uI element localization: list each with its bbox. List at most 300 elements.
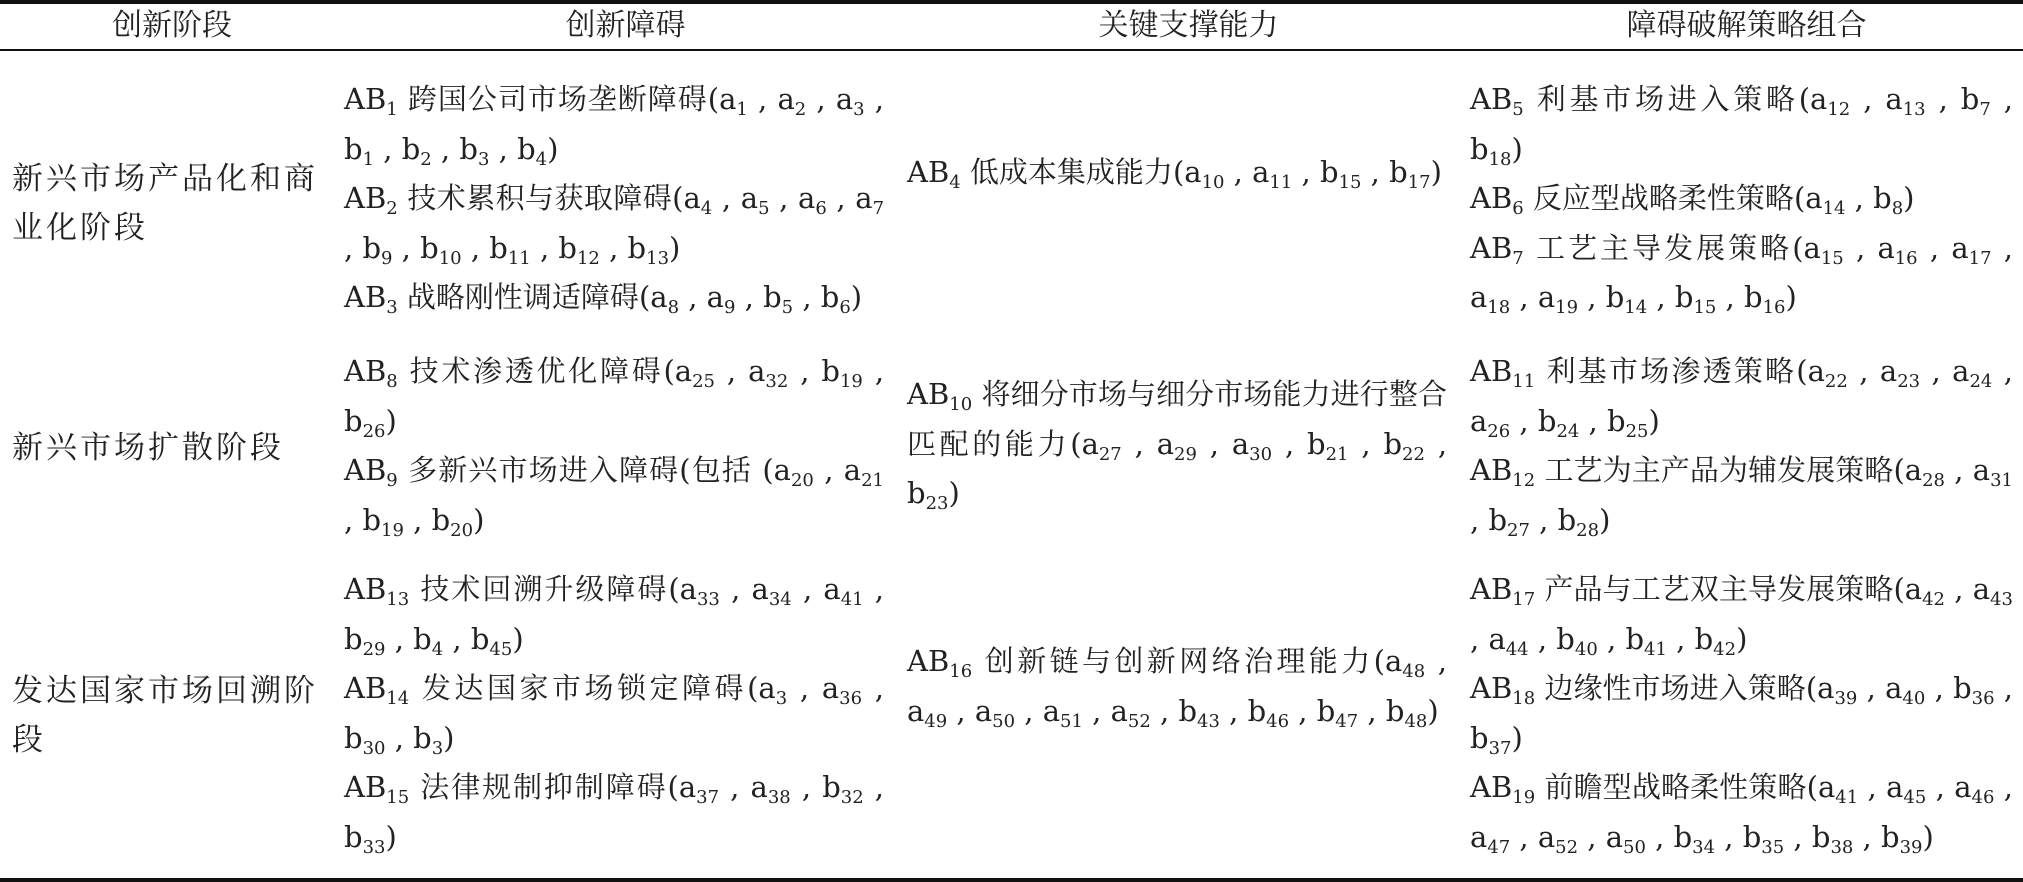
- ref-subscript: 46: [1971, 787, 1995, 808]
- ref-letter: a: [758, 671, 776, 705]
- ref-letter: b: [1673, 819, 1693, 854]
- ref-letter: a: [1817, 671, 1835, 705]
- ability-cell-3: [907, 637, 1447, 736]
- entry-code-subscript: 5: [1512, 99, 1524, 120]
- ref-subscript: 44: [1505, 638, 1529, 660]
- entry-code: AB: [344, 280, 387, 314]
- ref-letter: b: [1625, 621, 1645, 656]
- ref-subscript: 18: [1487, 297, 1511, 318]
- table-top-rule: [0, 0, 2023, 4]
- ref-subscript: 11: [1269, 172, 1293, 193]
- ref-letter: a: [1805, 181, 1823, 215]
- ref-subscript: 2: [420, 148, 432, 170]
- ref-subscript: 41: [1644, 638, 1667, 660]
- ref-letter: a: [835, 82, 854, 116]
- ref-letter: a: [683, 181, 701, 215]
- ref-subscript: 31: [1990, 470, 2013, 491]
- ref-letter: b: [820, 280, 840, 314]
- ref-letter: b: [344, 131, 363, 166]
- entry-text: 跨国公司市场垄断障碍: [397, 82, 708, 116]
- header-innovation-stage: 创新阶段: [112, 8, 232, 43]
- entry-text: 技术渗透优化障碍: [397, 354, 664, 388]
- ref-subscript: 34: [768, 589, 792, 610]
- ref-subscript: 34: [1692, 836, 1716, 858]
- ref-letter: b: [489, 230, 508, 265]
- entry-code-subscript: 13: [386, 589, 410, 610]
- entry-text: 将细分市场与细分市场能力进行整合匹配的能力: [907, 377, 1447, 461]
- ref-subscript: 51: [1060, 710, 1083, 732]
- ref-letter: a: [750, 770, 768, 804]
- ref-letter: b: [459, 131, 478, 166]
- ref-subscript: 32: [765, 371, 789, 392]
- ref-subscript: 49: [924, 710, 948, 732]
- ref-subscript: 26: [362, 420, 386, 442]
- ref-subscript: 33: [362, 836, 386, 858]
- entry-text: 工艺为主产品为辅发展策略: [1535, 453, 1894, 487]
- ref-subscript: 19: [381, 519, 404, 541]
- entry-text: 前瞻型战略柔性策略: [1535, 770, 1807, 804]
- ref-letter: a: [1605, 819, 1624, 854]
- entry-code-subscript: 15: [386, 787, 410, 808]
- ref-subscript: 39: [1834, 688, 1858, 709]
- ref-letter: a: [1886, 770, 1904, 804]
- entry-item: $AB_{18}$ 边缘性市场进入策略($a_{39}$ , $a_{40}$ , $b_{36}$ , $b_{37}$): [1470, 671, 2014, 759]
- ref-letter: a: [679, 572, 697, 606]
- ref-subscript: 32: [840, 787, 864, 808]
- ref-letter: b: [1607, 403, 1626, 438]
- ref-subscript: 41: [840, 589, 864, 610]
- ref-subscript: 7: [872, 198, 885, 219]
- table-bottom-rule: [0, 878, 2023, 882]
- entry-code: AB: [344, 671, 387, 705]
- ref-subscript: 27: [1507, 519, 1530, 541]
- entry-text: 技术累积与获取障碍: [397, 181, 673, 215]
- ref-letter: a: [1954, 770, 1972, 804]
- entry-item: $AB_9$ 多新兴市场进入障碍(包括 ($a_{20}$ , $a_{21}$ , $b_{19}$ , $b_{20}$): [344, 453, 884, 541]
- ref-letter: a: [1537, 819, 1556, 854]
- ref-letter: b: [1811, 819, 1831, 854]
- ref-subscript: 25: [692, 371, 715, 392]
- ref-subscript: 29: [362, 638, 386, 660]
- ability-cell-1: [907, 148, 1447, 198]
- barrier-cell-3: [344, 565, 884, 862]
- ref-letter: b: [362, 230, 382, 265]
- ref-letter: a: [1904, 453, 1923, 487]
- ref-subscript: 6: [815, 198, 827, 219]
- header-strategy-combination: 障碍破解策略组合: [1626, 8, 1867, 43]
- barrier-cell-1: [344, 75, 884, 323]
- ref-letter: b: [1307, 426, 1326, 461]
- ref-letter: a: [1252, 155, 1270, 189]
- ref-subscript: 24: [1556, 420, 1580, 442]
- ref-subscript: 8: [1891, 198, 1904, 219]
- ref-letter: a: [1972, 572, 1991, 606]
- entry-code: AB: [344, 354, 387, 388]
- ref-subscript: 3: [477, 148, 490, 170]
- ref-letter: a: [843, 453, 862, 487]
- ref-subscript: 42: [1713, 638, 1737, 660]
- entry-text: 低成本集成能力: [960, 155, 1173, 189]
- entry-item: $AB_{15}$ 法律规制抑制障碍($a_{37}$ , $a_{38}$ , $b_{32}$ , $b_{33}$): [344, 770, 885, 858]
- ref-letter: b: [1383, 426, 1403, 461]
- ref-letter: b: [822, 770, 841, 804]
- ref-letter: b: [1674, 280, 1694, 314]
- entry-code-subscript: 3: [386, 297, 398, 318]
- entry-text: 战略刚性调适障碍: [397, 280, 639, 314]
- ref-letter: a: [1807, 354, 1825, 388]
- ref-subscript: 50: [1623, 836, 1646, 858]
- ref-subscript: 15: [1820, 247, 1844, 269]
- ref-letter: a: [1470, 819, 1488, 854]
- ref-letter: a: [1803, 230, 1821, 265]
- ref-subscript: 33: [696, 589, 720, 610]
- entry-code: AB: [907, 377, 950, 411]
- ref-subscript: 50: [992, 710, 1016, 732]
- entry-code-subscript: 10: [949, 394, 973, 415]
- ref-subscript: 36: [1971, 688, 1995, 709]
- ref-letter: b: [627, 230, 647, 265]
- ref-letter: a: [1184, 155, 1202, 189]
- ref-letter: a: [773, 453, 791, 487]
- strategy-cell-1: [1470, 75, 2013, 323]
- ref-letter: a: [719, 82, 737, 116]
- ref-subscript: 16: [1894, 247, 1918, 269]
- ref-letter: b: [1742, 819, 1762, 854]
- ref-letter: b: [1178, 693, 1198, 728]
- ref-subscript: 38: [767, 787, 791, 808]
- ref-subscript: 13: [646, 247, 670, 269]
- entry-code-subscript: 18: [1512, 688, 1536, 709]
- ref-subscript: 29: [1174, 443, 1197, 465]
- ref-letter: a: [650, 280, 668, 314]
- ref-subscript: 40: [1902, 688, 1926, 709]
- entry-text: 产品与工艺双主导发展策略: [1535, 572, 1894, 606]
- entry-item: $AB_4$ 低成本集成能力($a_{10}$ , $a_{11}$ , $b_{15}$ , $b_{17}$): [907, 155, 1442, 193]
- entry-code: AB: [1470, 230, 1513, 265]
- entry-item: $AB_{16}$ 创新链与创新网络治理能力($a_{48}$ , $a_{49}$ , $a_{50}$ , $a_{51}$ , $a_{52}$ , $b_{43}$ , $b_{46}$ , $b_{47}$ , $b_{48}$): [907, 644, 1447, 732]
- ref-letter: a: [1110, 693, 1128, 728]
- ref-subscript: 15: [1693, 297, 1717, 318]
- ref-letter: b: [1556, 621, 1575, 656]
- ref-subscript: 14: [1624, 297, 1648, 318]
- ref-subscript: 20: [790, 470, 814, 491]
- entry-code: AB: [344, 572, 387, 606]
- ref-letter: a: [1384, 644, 1403, 678]
- entry-code: AB: [1470, 770, 1513, 804]
- ref-subscript: 43: [1990, 589, 2013, 610]
- ref-letter: b: [1881, 819, 1900, 854]
- entry-code: AB: [344, 453, 387, 487]
- ref-letter: a: [855, 181, 873, 215]
- ref-subscript: 14: [1822, 198, 1846, 219]
- ref-letter: b: [413, 720, 432, 755]
- ref-subscript: 24: [1969, 371, 1993, 392]
- entry-item: $AB_{17}$ 产品与工艺双主导发展策略($a_{42}$ , $a_{43}$ , $a_{44}$ , $b_{40}$ , $b_{41}$ , $b_{42}$): [1470, 572, 2013, 660]
- ref-subscript: 3: [853, 99, 865, 120]
- ref-letter: b: [1960, 82, 1980, 116]
- ref-subscript: 12: [576, 247, 600, 269]
- ref-subscript: 5: [758, 198, 770, 219]
- entry-code-subscript: 12: [1512, 470, 1536, 491]
- ref-letter: b: [763, 280, 782, 314]
- ref-subscript: 37: [1488, 737, 1512, 759]
- ref-subscript: 4: [535, 148, 548, 170]
- entry-code: AB: [1470, 82, 1513, 116]
- header-key-ability: 关键支撑能力: [1098, 8, 1279, 43]
- ref-letter: a: [1810, 82, 1828, 116]
- ref-subscript: 52: [1555, 836, 1579, 858]
- entry-text: 技术回溯升级障碍: [409, 572, 669, 606]
- ref-subscript: 6: [839, 297, 851, 318]
- ref-subscript: 40: [1574, 638, 1598, 660]
- entry-code-subscript: 6: [1512, 198, 1524, 219]
- entry-text: 创新链与创新网络治理能力: [972, 644, 1374, 678]
- entry-text: 工艺主导发展策略: [1523, 230, 1793, 265]
- entry-code: AB: [1470, 671, 1513, 705]
- ref-letter: b: [1488, 502, 1508, 537]
- ref-letter: b: [558, 230, 577, 265]
- ref-letter: b: [344, 720, 363, 755]
- ref-letter: a: [1042, 693, 1061, 728]
- ref-letter: b: [362, 502, 382, 537]
- entry-code-subscript: 4: [949, 172, 961, 193]
- entry-text: 边缘性市场进入策略: [1535, 671, 1806, 705]
- ref-letter: a: [777, 82, 795, 116]
- ref-letter: a: [1885, 671, 1903, 705]
- ref-letter: b: [1389, 155, 1408, 189]
- ref-subscript: 39: [1899, 836, 1923, 858]
- ref-letter: a: [1231, 426, 1250, 461]
- ref-letter: b: [1744, 280, 1763, 314]
- ref-letter: a: [1877, 230, 1895, 265]
- ref-subscript: 23: [1897, 371, 1921, 392]
- ref-letter: b: [1316, 693, 1336, 728]
- ref-letter: b: [517, 131, 536, 166]
- ref-subscript: 11: [507, 247, 531, 269]
- ref-letter: a: [823, 572, 841, 606]
- ref-subscript: 13: [1902, 99, 1926, 120]
- ref-subscript: 41: [1835, 787, 1859, 808]
- ref-subscript: 4: [431, 638, 444, 660]
- ref-letter: b: [420, 230, 439, 265]
- entry-text: 利基市场进入策略: [1523, 82, 1799, 116]
- header-innovation-barrier: 创新障碍: [565, 8, 686, 43]
- ref-subscript: 7: [1979, 99, 1991, 120]
- ref-subscript: 28: [1922, 470, 1945, 491]
- entry-text: 多新兴市场进入障碍(包括: [397, 453, 763, 487]
- entry-code: AB: [1470, 354, 1513, 388]
- entry-text: 法律规制抑制障碍: [409, 770, 668, 804]
- ref-letter: b: [1557, 502, 1577, 537]
- ref-letter: b: [907, 476, 926, 510]
- entry-code-subscript: 2: [386, 198, 398, 219]
- ref-letter: b: [401, 131, 421, 166]
- entry-code: AB: [907, 644, 950, 678]
- ref-letter: b: [344, 819, 363, 854]
- ref-letter: a: [907, 693, 925, 728]
- ref-subscript: 47: [1487, 836, 1511, 858]
- table-header-rule: [0, 49, 2023, 51]
- entry-item: $AB_1$ 跨国公司市场垄断障碍($a_1$ , $a_2$ , $a_3$ , $b_1$ , $b_2$ , $b_3$ , $b_4$): [344, 82, 885, 170]
- ref-letter: a: [674, 354, 693, 388]
- ref-letter: b: [1694, 621, 1714, 656]
- stage-cell-1: 新兴市场产品化和商业化阶段: [12, 161, 318, 246]
- ref-letter: b: [413, 621, 432, 656]
- ref-subscript: 22: [1402, 443, 1425, 465]
- ref-subscript: 42: [1922, 589, 1945, 610]
- ref-letter: b: [344, 403, 363, 438]
- strategy-cell-3: [1470, 565, 2013, 862]
- ref-subscript: 9: [723, 297, 736, 318]
- entry-code-subscript: 7: [1512, 247, 1524, 269]
- barrier-cell-2: [344, 347, 884, 545]
- ref-subscript: 1: [362, 148, 375, 170]
- entry-item: $AB_3$ 战略刚性调适障碍($a_8$ , $a_9$ , $b_5$ , $b_6$): [344, 280, 863, 318]
- strategy-cell-2: [1470, 347, 2013, 545]
- ref-subscript: 3: [431, 737, 444, 759]
- stage-cell-2: 新兴市场扩散阶段: [12, 430, 284, 466]
- ref-letter: b: [470, 621, 490, 656]
- ref-subscript: 45: [1903, 787, 1927, 808]
- ref-subscript: 5: [781, 297, 794, 318]
- ref-subscript: 48: [1404, 710, 1428, 732]
- ref-subscript: 1: [736, 99, 748, 120]
- ref-subscript: 26: [1487, 420, 1511, 442]
- ref-subscript: 43: [1197, 710, 1220, 732]
- ref-letter: a: [1156, 426, 1175, 461]
- ref-subscript: 46: [1266, 710, 1290, 732]
- entry-code: AB: [1470, 572, 1513, 606]
- entry-code-subscript: 9: [386, 470, 398, 491]
- stage-cell-3: 发达国家市场回溯阶段: [12, 673, 318, 758]
- ref-subscript: 15: [1338, 172, 1362, 193]
- ref-letter: b: [1470, 131, 1489, 166]
- ref-subscript: 18: [1488, 148, 1512, 170]
- entry-item: $AB_2$ 技术累积与获取障碍($a_4$ , $a_5$ , $a_6$ , $a_7$ , $b_9$ , $b_{10}$ , $b_{11}$ , $b_{12}$ , $b_{13}$): [344, 181, 885, 269]
- ref-letter: a: [1818, 770, 1836, 804]
- ref-subscript: 30: [1249, 443, 1273, 465]
- ref-letter: a: [1537, 280, 1556, 314]
- ref-letter: b: [431, 502, 451, 537]
- entry-code-subscript: 14: [386, 688, 410, 709]
- ref-letter: a: [1470, 280, 1488, 314]
- entry-item: $AB_{10}$ 将细分市场与细分市场能力进行整合匹配的能力($a_{27}$ , $a_{29}$ , $a_{30}$ , $b_{21}$ , $b_{22}$ , $b_{23}$): [907, 377, 1448, 514]
- ability-cell-2: [907, 370, 1447, 519]
- ref-subscript: 47: [1335, 710, 1359, 732]
- ref-letter: a: [740, 181, 759, 215]
- ref-letter: a: [1952, 354, 1970, 388]
- entry-item: $AB_{19}$ 前瞻型战略柔性策略($a_{41}$ , $a_{45}$ , $a_{46}$ , $a_{47}$ , $a_{52}$ , $a_{50}$ , $b_{34}$ , $b_{35}$ , $b_{38}$ , $b_{39}$): [1470, 770, 2014, 858]
- entry-code: AB: [344, 82, 387, 116]
- entry-code-subscript: 11: [1512, 371, 1536, 392]
- ref-subscript: 2: [794, 99, 807, 120]
- ref-letter: a: [798, 181, 816, 215]
- ref-letter: b: [1605, 280, 1625, 314]
- ref-subscript: 37: [696, 787, 720, 808]
- ref-letter: a: [1081, 426, 1099, 461]
- ref-subscript: 36: [839, 688, 863, 709]
- ref-subscript: 17: [1968, 247, 1992, 269]
- ref-subscript: 30: [362, 737, 386, 759]
- ref-letter: a: [1904, 572, 1923, 606]
- entry-code: AB: [1470, 181, 1513, 215]
- ref-subscript: 16: [1762, 297, 1786, 318]
- entry-code: AB: [344, 181, 387, 215]
- ref-subscript: 19: [1555, 297, 1579, 318]
- entry-text: 反应型战略柔性策略: [1523, 181, 1794, 215]
- entry-item: $AB_7$ 工艺主导发展策略($a_{15}$ , $a_{16}$ , $a_{17}$ , $a_{18}$ , $a_{19}$ , $b_{14}$ , $b_{15}$ , $b_{16}$): [1470, 230, 2014, 318]
- ref-subscript: 38: [1830, 836, 1854, 858]
- ref-letter: a: [748, 354, 766, 388]
- entry-code-subscript: 16: [949, 661, 973, 682]
- ref-subscript: 48: [1402, 661, 1426, 682]
- ref-letter: a: [1951, 230, 1969, 265]
- ref-subscript: 35: [1761, 836, 1785, 858]
- entry-item: $AB_{11}$ 利基市场渗透策略($a_{22}$ , $a_{23}$ , $a_{24}$ , $a_{26}$ , $b_{24}$ , $b_{25}$): [1470, 354, 2014, 442]
- ref-subscript: 3: [775, 688, 788, 709]
- ref-subscript: 10: [438, 247, 462, 269]
- ref-letter: a: [751, 572, 769, 606]
- ref-subscript: 25: [1625, 420, 1649, 442]
- entry-item: $AB_{13}$ 技术回溯升级障碍($a_{33}$ , $a_{34}$ , $a_{41}$ , $b_{29}$ , $b_4$ , $b_{45}$): [344, 572, 885, 660]
- entry-code-subscript: 17: [1512, 589, 1536, 610]
- entry-item: $AB_{14}$ 发达国家市场锁定障碍($a_3$ , $a_{36}$ , $b_{30}$ , $b_3$): [344, 671, 885, 759]
- ref-letter: a: [1470, 403, 1488, 438]
- entry-code: AB: [344, 770, 387, 804]
- ref-subscript: 12: [1827, 99, 1851, 120]
- entry-text: 利基市场渗透策略: [1535, 354, 1797, 388]
- ref-subscript: 52: [1127, 710, 1151, 732]
- ref-letter: a: [706, 280, 724, 314]
- ref-letter: b: [344, 621, 363, 656]
- ref-subscript: 10: [1201, 172, 1225, 193]
- ref-letter: b: [1470, 720, 1489, 755]
- ref-subscript: 8: [667, 297, 680, 318]
- entry-item: $AB_6$ 反应型战略柔性策略($a_{14}$ , $b_8$): [1470, 181, 1915, 219]
- ref-subscript: 17: [1407, 172, 1431, 193]
- entry-code: AB: [907, 155, 950, 189]
- entry-code-subscript: 19: [1512, 787, 1536, 808]
- ref-letter: b: [821, 354, 840, 388]
- ref-subscript: 27: [1098, 443, 1122, 465]
- entry-code-subscript: 8: [386, 371, 398, 392]
- ref-subscript: 19: [839, 371, 863, 392]
- ref-letter: a: [1879, 354, 1898, 388]
- ref-letter: b: [1873, 181, 1892, 215]
- entry-item: $AB_{12}$ 工艺为主产品为辅发展策略($a_{28}$ , $a_{31}$ , $b_{27}$ , $b_{28}$): [1470, 453, 2013, 541]
- ref-subscript: 22: [1824, 371, 1848, 392]
- ref-letter: a: [1488, 621, 1506, 656]
- ref-letter: a: [974, 693, 993, 728]
- ref-letter: a: [1885, 82, 1903, 116]
- ref-subscript: 4: [700, 198, 713, 219]
- ref-subscript: 21: [1325, 443, 1349, 465]
- ref-letter: b: [1319, 155, 1339, 189]
- entry-text: 发达国家市场锁定障碍: [409, 671, 748, 705]
- ref-letter: b: [1385, 693, 1405, 728]
- entry-code-subscript: 1: [386, 99, 398, 120]
- ref-letter: a: [1972, 453, 1991, 487]
- ref-letter: a: [821, 671, 840, 705]
- ref-letter: b: [1953, 671, 1972, 705]
- entry-code: AB: [1470, 453, 1513, 487]
- ref-letter: b: [1247, 693, 1267, 728]
- ref-subscript: 23: [925, 493, 949, 514]
- ref-subscript: 20: [450, 519, 474, 541]
- entry-item: $AB_5$ 利基市场进入策略($a_{12}$ , $a_{13}$ , $b_7$ , $b_{18}$): [1470, 82, 2014, 170]
- entry-item: $AB_8$ 技术渗透优化障碍($a_{25}$ , $a_{32}$ , $b_{19}$ , $b_{26}$): [344, 354, 885, 442]
- ref-letter: a: [678, 770, 697, 804]
